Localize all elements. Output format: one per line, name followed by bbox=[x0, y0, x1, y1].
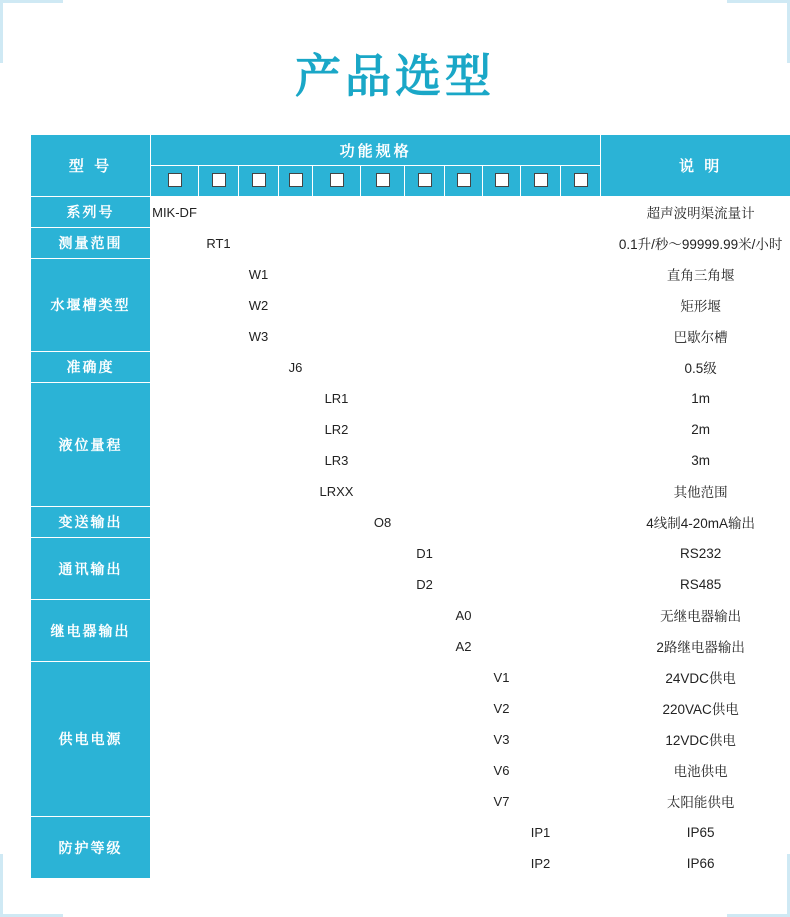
empty-cell bbox=[199, 693, 239, 724]
empty-cell bbox=[151, 631, 199, 662]
description-cell: 12VDC供电 bbox=[601, 724, 790, 755]
empty-cell bbox=[279, 383, 313, 414]
row-label: 液位量程 bbox=[31, 383, 151, 507]
empty-cell bbox=[239, 445, 279, 476]
empty-cell bbox=[239, 693, 279, 724]
description-cell: IP66 bbox=[601, 848, 790, 879]
empty-cell bbox=[199, 755, 239, 786]
description-cell: 电池供电 bbox=[601, 755, 790, 786]
code-cell: D2 bbox=[405, 569, 445, 600]
empty-cell bbox=[361, 755, 405, 786]
empty-cell bbox=[279, 848, 313, 879]
empty-cell bbox=[445, 848, 483, 879]
description-cell: 直角三角堰 bbox=[601, 259, 790, 290]
empty-cell bbox=[199, 197, 601, 228]
empty-cell bbox=[361, 383, 601, 414]
table-row bbox=[31, 197, 790, 228]
empty-cell bbox=[445, 755, 483, 786]
empty-cell bbox=[405, 786, 445, 817]
empty-cell bbox=[313, 693, 361, 724]
empty-cell bbox=[279, 476, 313, 507]
code-cell: V7 bbox=[483, 786, 521, 817]
empty-cell bbox=[521, 693, 601, 724]
empty-cell bbox=[279, 786, 313, 817]
checkbox-cell[interactable] bbox=[199, 166, 239, 197]
empty-cell bbox=[313, 724, 361, 755]
empty-cell bbox=[239, 755, 279, 786]
empty-cell bbox=[483, 848, 521, 879]
checkbox-icon[interactable] bbox=[574, 173, 588, 187]
description-cell: IP65 bbox=[601, 817, 790, 848]
empty-cell bbox=[151, 569, 199, 600]
code-cell: LR2 bbox=[313, 414, 361, 445]
table-row bbox=[31, 259, 790, 290]
code-cell: D1 bbox=[405, 538, 445, 569]
code-cell: W1 bbox=[239, 259, 279, 290]
checkbox-icon[interactable] bbox=[418, 173, 432, 187]
empty-cell bbox=[279, 321, 601, 352]
code-cell: J6 bbox=[279, 352, 313, 383]
empty-cell bbox=[279, 507, 313, 538]
empty-cell bbox=[151, 259, 199, 290]
checkbox-icon[interactable] bbox=[252, 173, 266, 187]
description-cell: 4线制4-20mA输出 bbox=[601, 507, 790, 538]
empty-cell bbox=[361, 631, 405, 662]
empty-cell bbox=[405, 724, 445, 755]
code-cell: V6 bbox=[483, 755, 521, 786]
page-title: 产品选型 bbox=[295, 50, 495, 102]
empty-cell bbox=[199, 352, 239, 383]
empty-cell bbox=[199, 445, 239, 476]
empty-cell bbox=[361, 538, 405, 569]
table-row bbox=[31, 228, 790, 259]
empty-cell bbox=[279, 755, 313, 786]
empty-cell bbox=[279, 600, 313, 631]
checkbox-icon[interactable] bbox=[534, 173, 548, 187]
code-cell: LR1 bbox=[313, 383, 361, 414]
empty-cell bbox=[313, 662, 361, 693]
empty-cell bbox=[313, 848, 361, 879]
empty-cell bbox=[361, 445, 601, 476]
empty-cell bbox=[199, 476, 239, 507]
empty-cell bbox=[239, 817, 279, 848]
description-cell: RS485 bbox=[601, 569, 790, 600]
empty-cell bbox=[279, 259, 601, 290]
empty-cell bbox=[313, 352, 601, 383]
empty-cell bbox=[279, 662, 313, 693]
empty-cell bbox=[405, 693, 445, 724]
table-row bbox=[31, 383, 790, 414]
empty-cell bbox=[239, 507, 279, 538]
empty-cell bbox=[279, 817, 313, 848]
code-cell: IP1 bbox=[521, 817, 561, 848]
empty-cell bbox=[521, 662, 601, 693]
empty-cell bbox=[239, 848, 279, 879]
empty-cell bbox=[151, 724, 199, 755]
empty-cell bbox=[361, 476, 601, 507]
empty-cell bbox=[199, 600, 239, 631]
description-cell: 24VDC供电 bbox=[601, 662, 790, 693]
code-cell: A0 bbox=[445, 600, 483, 631]
empty-cell bbox=[445, 538, 601, 569]
empty-cell bbox=[445, 662, 483, 693]
empty-cell bbox=[313, 817, 361, 848]
empty-cell bbox=[445, 786, 483, 817]
code-cell: IP2 bbox=[521, 848, 561, 879]
empty-cell bbox=[279, 569, 313, 600]
row-label: 变送输出 bbox=[31, 507, 151, 538]
row-label: 防护等级 bbox=[31, 817, 151, 879]
empty-cell bbox=[483, 817, 521, 848]
table-row bbox=[31, 600, 790, 631]
empty-cell bbox=[445, 817, 483, 848]
empty-cell bbox=[445, 569, 601, 600]
empty-cell bbox=[151, 228, 199, 259]
row-label: 测量范围 bbox=[31, 228, 151, 259]
row-label: 准确度 bbox=[31, 352, 151, 383]
description-cell: 0.1升/秒～99999.99米/小时 bbox=[601, 228, 790, 259]
empty-cell bbox=[521, 755, 601, 786]
empty-cell bbox=[199, 538, 239, 569]
empty-cell bbox=[151, 538, 199, 569]
empty-cell bbox=[199, 383, 239, 414]
empty-cell bbox=[361, 600, 405, 631]
code-cell: V2 bbox=[483, 693, 521, 724]
empty-cell bbox=[313, 569, 361, 600]
description-cell: 2m bbox=[601, 414, 790, 445]
empty-cell bbox=[361, 848, 405, 879]
empty-cell bbox=[405, 848, 445, 879]
empty-cell bbox=[151, 321, 199, 352]
empty-cell bbox=[151, 662, 199, 693]
table-row bbox=[31, 507, 790, 538]
empty-cell bbox=[151, 290, 199, 321]
empty-cell bbox=[199, 414, 239, 445]
table-row bbox=[31, 352, 790, 383]
empty-cell bbox=[313, 538, 361, 569]
empty-cell bbox=[151, 507, 199, 538]
code-cell: V3 bbox=[483, 724, 521, 755]
empty-cell bbox=[279, 414, 313, 445]
empty-cell bbox=[405, 600, 445, 631]
empty-cell bbox=[239, 786, 279, 817]
code-cell: LRXX bbox=[313, 476, 361, 507]
empty-cell bbox=[361, 693, 405, 724]
checkbox-icon[interactable] bbox=[289, 173, 303, 187]
empty-cell bbox=[361, 569, 405, 600]
empty-cell bbox=[151, 383, 199, 414]
empty-cell bbox=[239, 662, 279, 693]
empty-cell bbox=[151, 817, 199, 848]
table-row bbox=[31, 817, 790, 848]
empty-cell bbox=[361, 414, 601, 445]
empty-cell bbox=[151, 445, 199, 476]
empty-cell bbox=[151, 476, 199, 507]
code-cell: V1 bbox=[483, 662, 521, 693]
code-cell: O8 bbox=[361, 507, 405, 538]
checkbox-cell[interactable] bbox=[521, 166, 561, 197]
empty-cell bbox=[239, 228, 601, 259]
description-cell: 0.5级 bbox=[601, 352, 790, 383]
empty-cell bbox=[361, 786, 405, 817]
empty-cell bbox=[279, 538, 313, 569]
empty-cell bbox=[361, 662, 405, 693]
checkbox-icon[interactable] bbox=[495, 173, 509, 187]
checkbox-cell[interactable] bbox=[405, 166, 445, 197]
header-function-spec: 功能规格 bbox=[151, 135, 601, 166]
empty-cell bbox=[313, 600, 361, 631]
checkbox-cell[interactable] bbox=[313, 166, 361, 197]
product-selection-table bbox=[30, 134, 790, 879]
empty-cell bbox=[199, 724, 239, 755]
empty-cell bbox=[445, 693, 483, 724]
empty-cell bbox=[313, 755, 361, 786]
empty-cell bbox=[279, 290, 601, 321]
spec-table-container bbox=[0, 116, 790, 879]
description-cell: 无继电器输出 bbox=[601, 600, 790, 631]
row-label: 供电电源 bbox=[31, 662, 151, 817]
empty-cell bbox=[239, 724, 279, 755]
empty-cell bbox=[199, 786, 239, 817]
empty-cell bbox=[151, 786, 199, 817]
empty-cell bbox=[313, 631, 361, 662]
description-cell: 1m bbox=[601, 383, 790, 414]
checkbox-icon[interactable] bbox=[212, 173, 226, 187]
header-description: 说 明 bbox=[601, 135, 790, 197]
empty-cell bbox=[151, 352, 199, 383]
empty-cell bbox=[239, 569, 279, 600]
description-cell: 220VAC供电 bbox=[601, 693, 790, 724]
empty-cell bbox=[151, 693, 199, 724]
checkbox-icon[interactable] bbox=[168, 173, 182, 187]
empty-cell bbox=[151, 848, 199, 879]
empty-cell bbox=[483, 631, 601, 662]
empty-cell bbox=[199, 817, 239, 848]
checkbox-icon[interactable] bbox=[376, 173, 390, 187]
empty-cell bbox=[199, 848, 239, 879]
empty-cell bbox=[521, 724, 601, 755]
description-cell: 其他范围 bbox=[601, 476, 790, 507]
header-model: 型 号 bbox=[31, 135, 151, 197]
checkbox-cell[interactable] bbox=[361, 166, 405, 197]
empty-cell bbox=[313, 786, 361, 817]
checkbox-cell[interactable] bbox=[279, 166, 313, 197]
table-header-row bbox=[31, 135, 790, 166]
code-cell: A2 bbox=[445, 631, 483, 662]
empty-cell bbox=[239, 352, 279, 383]
empty-cell bbox=[405, 631, 445, 662]
empty-cell bbox=[405, 662, 445, 693]
table-row bbox=[31, 538, 790, 569]
empty-cell bbox=[199, 259, 239, 290]
description-cell: 超声波明渠流量计 bbox=[601, 197, 790, 228]
description-cell: 矩形堰 bbox=[601, 290, 790, 321]
empty-cell bbox=[405, 507, 601, 538]
code-cell: W2 bbox=[239, 290, 279, 321]
row-label: 水堰槽类型 bbox=[31, 259, 151, 352]
empty-cell bbox=[239, 631, 279, 662]
empty-cell bbox=[199, 290, 239, 321]
checkbox-cell[interactable] bbox=[151, 166, 199, 197]
checkbox-cell[interactable] bbox=[561, 166, 601, 197]
empty-cell bbox=[361, 724, 405, 755]
empty-cell bbox=[405, 817, 445, 848]
table-row bbox=[31, 662, 790, 693]
empty-cell bbox=[239, 538, 279, 569]
empty-cell bbox=[239, 476, 279, 507]
empty-cell bbox=[199, 631, 239, 662]
empty-cell bbox=[361, 817, 405, 848]
description-cell: 巴歇尔槽 bbox=[601, 321, 790, 352]
empty-cell bbox=[279, 631, 313, 662]
code-cell: MIK-DF bbox=[151, 197, 199, 228]
empty-cell bbox=[239, 414, 279, 445]
checkbox-cell[interactable] bbox=[445, 166, 483, 197]
description-cell: RS232 bbox=[601, 538, 790, 569]
checkbox-cell[interactable] bbox=[483, 166, 521, 197]
checkbox-icon[interactable] bbox=[457, 173, 471, 187]
empty-cell bbox=[561, 817, 601, 848]
empty-cell bbox=[239, 600, 279, 631]
empty-cell bbox=[199, 507, 239, 538]
empty-cell bbox=[521, 786, 601, 817]
empty-cell bbox=[279, 445, 313, 476]
description-cell: 2路继电器输出 bbox=[601, 631, 790, 662]
empty-cell bbox=[199, 569, 239, 600]
empty-cell bbox=[151, 414, 199, 445]
empty-cell bbox=[279, 693, 313, 724]
row-label: 通讯输出 bbox=[31, 538, 151, 600]
empty-cell bbox=[151, 755, 199, 786]
empty-cell bbox=[239, 383, 279, 414]
checkbox-cell[interactable] bbox=[239, 166, 279, 197]
checkbox-icon[interactable] bbox=[330, 173, 344, 187]
empty-cell bbox=[561, 848, 601, 879]
empty-cell bbox=[279, 724, 313, 755]
empty-cell bbox=[405, 755, 445, 786]
code-cell: LR3 bbox=[313, 445, 361, 476]
empty-cell bbox=[199, 662, 239, 693]
empty-cell bbox=[199, 321, 239, 352]
code-cell: RT1 bbox=[199, 228, 239, 259]
empty-cell bbox=[483, 600, 601, 631]
empty-cell bbox=[445, 724, 483, 755]
row-label: 继电器输出 bbox=[31, 600, 151, 662]
row-label: 系列号 bbox=[31, 197, 151, 228]
code-cell: W3 bbox=[239, 321, 279, 352]
description-cell: 太阳能供电 bbox=[601, 786, 790, 817]
empty-cell bbox=[313, 507, 361, 538]
empty-cell bbox=[151, 600, 199, 631]
description-cell: 3m bbox=[601, 445, 790, 476]
